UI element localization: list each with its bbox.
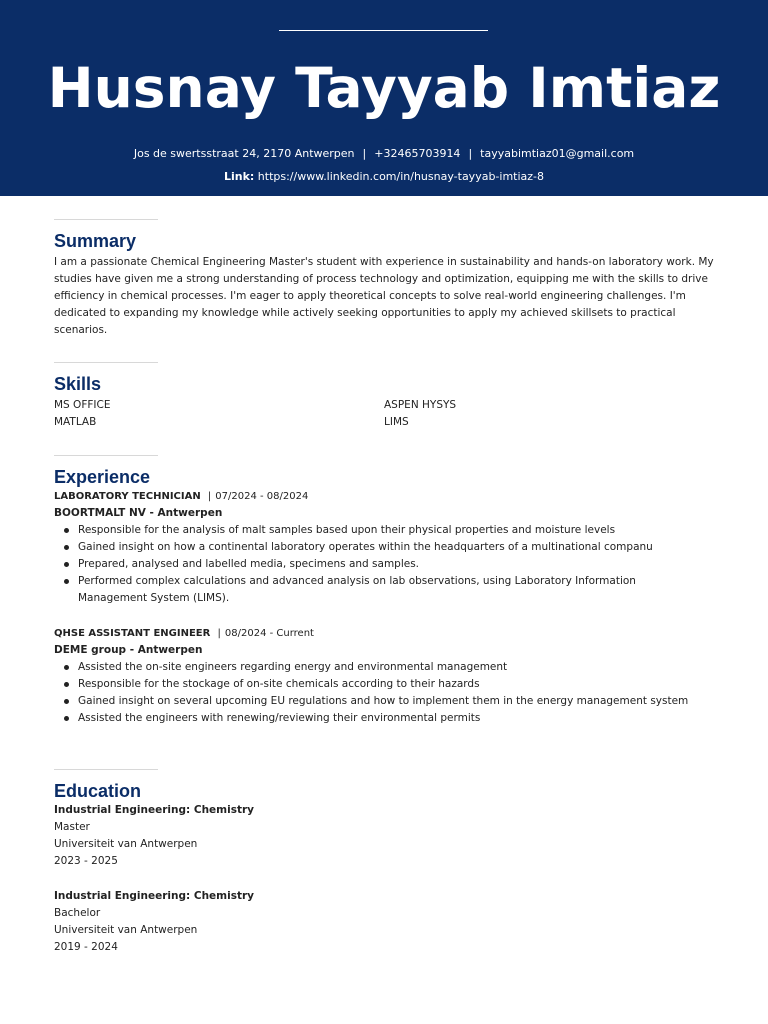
section-divider xyxy=(54,455,158,456)
education-degree: Master xyxy=(54,821,90,833)
resume-header xyxy=(0,0,768,196)
skill-item: MATLAB xyxy=(54,416,97,428)
skill-item: MS OFFICE xyxy=(54,399,111,411)
education-school: Universiteit van Antwerpen xyxy=(54,838,198,850)
job-bullets xyxy=(62,659,714,727)
list-item: Assisted the engineers with renewing/reviewing their environmental permits xyxy=(62,710,714,727)
section-divider xyxy=(54,362,158,363)
list-item: Gained insight on several upcoming EU regulations and how to implement them in the energy management system xyxy=(62,693,714,710)
section-divider xyxy=(54,219,158,220)
job-title: LABORATORY TECHNICIAN xyxy=(54,491,201,502)
header-divider xyxy=(279,30,488,31)
linkedin-link[interactable]: https://www.linkedin.com/in/husnay-tayyab-imtiaz-8 xyxy=(257,170,545,183)
address: Jos de swertsstraat 24, 2170 Antwerpen xyxy=(133,147,355,160)
experience-section xyxy=(54,455,714,727)
summary-section xyxy=(54,219,714,339)
education-entry xyxy=(54,802,714,870)
skill-item: LIMS xyxy=(384,416,409,428)
list-item: Prepared, analysed and labelled media, specimens and samples. xyxy=(62,556,714,573)
skills-section xyxy=(54,362,714,433)
summary-heading: Summary xyxy=(54,231,137,251)
list-item: Gained insight on how a continental laboratory operates within the headquarters of a multinational companu xyxy=(62,539,714,556)
education-title: Industrial Engineering: Chemistry xyxy=(54,890,254,902)
section-divider xyxy=(54,769,158,770)
separator: | xyxy=(207,491,212,502)
list-item: Performed complex calculations and advanced analysis on lab observations, using Laboratory Information Management System (LIMS). xyxy=(62,573,714,607)
skills-list xyxy=(54,397,714,433)
education-heading: Education xyxy=(54,781,142,801)
education-title: Industrial Engineering: Chemistry xyxy=(54,804,254,816)
job-title-line xyxy=(54,488,714,505)
separator: | xyxy=(217,628,221,639)
job-dates: 08/2024 - Current xyxy=(224,628,314,639)
job-title: QHSE ASSISTANT ENGINEER xyxy=(54,628,211,639)
job-entry xyxy=(54,488,714,607)
job-company: DEME group - Antwerpen xyxy=(54,644,203,656)
education-years: 2019 - 2024 xyxy=(54,941,118,953)
list-item: Responsible for the analysis of malt samples based upon their physical properties and moisture levels xyxy=(62,522,714,539)
education-entry xyxy=(54,888,714,956)
summary-text: I am a passionate Chemical Engineering Master's student with experience in sustainability and hands-on laboratory work. My studies have given me a strong understanding of process technology and optimization, equipping me with the skills to drive efficiency in chemical processes. I'm eager to apply theoretical concepts to solve real-world engineering challenges. I'm dedicated to expanding my knowledge while actively seeking opportunities to apply my achieved skillsets to practical scenarios. xyxy=(54,256,714,336)
job-entry xyxy=(54,625,714,727)
list-item: Responsible for the stockage of on-site chemicals according to their hazards xyxy=(62,676,714,693)
education-degree: Bachelor xyxy=(54,907,101,919)
job-title-line xyxy=(54,625,714,642)
email[interactable]: tayyabimtiaz01@gmail.com xyxy=(480,147,635,160)
job-bullets xyxy=(62,522,714,607)
contact-line xyxy=(0,146,768,162)
job-dates: 07/2024 - 08/2024 xyxy=(215,491,309,502)
experience-heading: Experience xyxy=(54,467,151,487)
candidate-name: Husnay Tayyab Imtiaz xyxy=(47,56,721,120)
phone[interactable]: +32465703914 xyxy=(374,147,461,160)
link-label: Link: xyxy=(223,170,255,183)
education-section xyxy=(54,769,714,956)
separator: | xyxy=(362,147,367,160)
education-years: 2023 - 2025 xyxy=(54,855,118,867)
link-line xyxy=(0,169,768,185)
list-item: Assisted the on-site engineers regarding energy and environmental management xyxy=(62,659,714,676)
skill-item: ASPEN HYSYS xyxy=(384,399,457,411)
job-company: BOORTMALT NV - Antwerpen xyxy=(54,507,223,519)
skills-heading: Skills xyxy=(54,374,102,394)
education-school: Universiteit van Antwerpen xyxy=(54,924,198,936)
separator: | xyxy=(468,147,473,160)
